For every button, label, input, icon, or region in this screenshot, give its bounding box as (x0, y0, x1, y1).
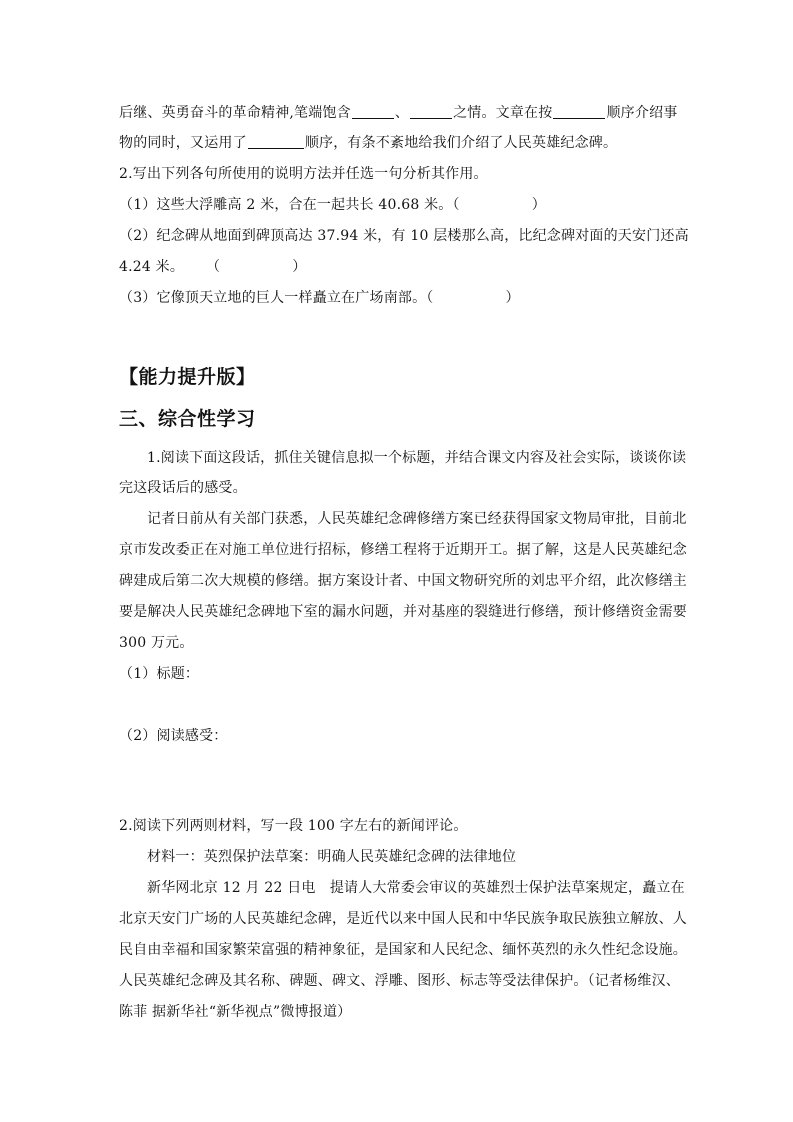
method-item-2-line-1: （2）纪念碑从地面到碑顶高达 37.94 米，有 10 层楼那么高，比纪念碑对面的天安门还高 (119, 228, 689, 244)
material-1-line: 陈菲 据新华社“新华视点”微博报道） (119, 1004, 352, 1020)
text-segment: 顺序介绍事 (606, 105, 678, 121)
version-heading: 【能力提升版】 (119, 366, 256, 388)
question-1-line-1: 1.阅读下面这段话，抓住关键信息拟一个标题，并结合课文内容及社会实际，谈谈你读 (147, 450, 687, 466)
text-segment: 顺序，有条不紊地给我们介绍了人民英雄纪念碑。 (304, 135, 618, 151)
fill-in-line-1 (119, 103, 677, 123)
answer-blank[interactable] (553, 104, 605, 119)
paren-close: ） (292, 259, 307, 275)
sub-question-reflection: （2）阅读感受： (119, 728, 228, 744)
question-2-news-prompt: 2.阅读下列两则材料，写一段 100 字左右的新闻评论。 (119, 818, 468, 834)
text-segment: 之情。文章在按 (453, 105, 553, 121)
passage-line: 碑建成后第二次大规模的修缮。据方案设计者、中国文物研究所的刘忠平介绍，此次修缮主 (119, 573, 687, 589)
answer-blank[interactable] (352, 104, 394, 119)
question-1-line-2: 完这段话后的感受。 (119, 480, 247, 496)
method-item-1 (119, 195, 546, 215)
paren-close: ） (531, 197, 546, 213)
passage-line: 记者日前从有关部门获悉，人民英雄纪念碑修缮方案已经获得国家文物局审批，目前北 (147, 511, 687, 527)
fill-in-line-2 (119, 133, 617, 153)
sub-question-title: （1）标题： (119, 666, 200, 682)
paren-close: ） (505, 290, 520, 306)
item-text: （3）它像顶天立地的巨人一样矗立在广场南部。（ (119, 290, 434, 306)
material-1-line: 民自由幸福和国家繁荣富强的精神象征，是国家和人民纪念、缅怀英烈的永久性纪念设施。 (119, 942, 687, 958)
method-item-2-line-2 (119, 257, 306, 277)
text-segment: 物的同时，又运用了 (119, 135, 247, 151)
answer-blank[interactable] (410, 104, 452, 119)
question-2-prompt: 2.写出下列各句所使用的说明方法并任选一句分析其作用。 (119, 166, 488, 182)
material-1-title: 材料一：英烈保护法草案：明确人民英雄纪念碑的法律地位 (147, 849, 517, 865)
part-heading: 三、综合性学习 (119, 408, 256, 430)
passage-line: 300 万元。 (119, 635, 194, 651)
material-1-line: 新华网北京 12 月 22 日电 提请人大常委会审议的英雄烈士保护法草案规定，矗立在 (147, 880, 685, 896)
answer-blank[interactable] (248, 134, 304, 149)
material-1-line: 人民英雄纪念碑及其名称、碑题、碑文、浮雕、图形、标志等受法律保护。（记者杨维汉、 (119, 973, 680, 989)
text-segment: 后继、英勇奋斗的革命精神,笔端饱含 (119, 105, 351, 121)
material-1-line: 北京天安门广场的人民英雄纪念碑，是近代以来中国人民和中华民族争取民族独立解放、人 (119, 911, 687, 927)
passage-line: 京市发改委正在对施工单位进行招标，修缮工程将于近期开工。据了解，这是人民英雄纪念 (119, 542, 687, 558)
text-segment: 、 (394, 105, 410, 121)
paren-open: （ (206, 259, 221, 275)
method-item-3 (119, 288, 520, 308)
passage-line: 要是解决人民英雄纪念碑地下室的漏水问题，并对基座的裂缝进行修缮，预计修缮资金需要 (119, 604, 687, 620)
item-text: 4.24 米。 (119, 259, 185, 275)
item-text: （1）这些大浮雕高 2 米，合在一起共长 40.68 米。（ (119, 197, 460, 213)
